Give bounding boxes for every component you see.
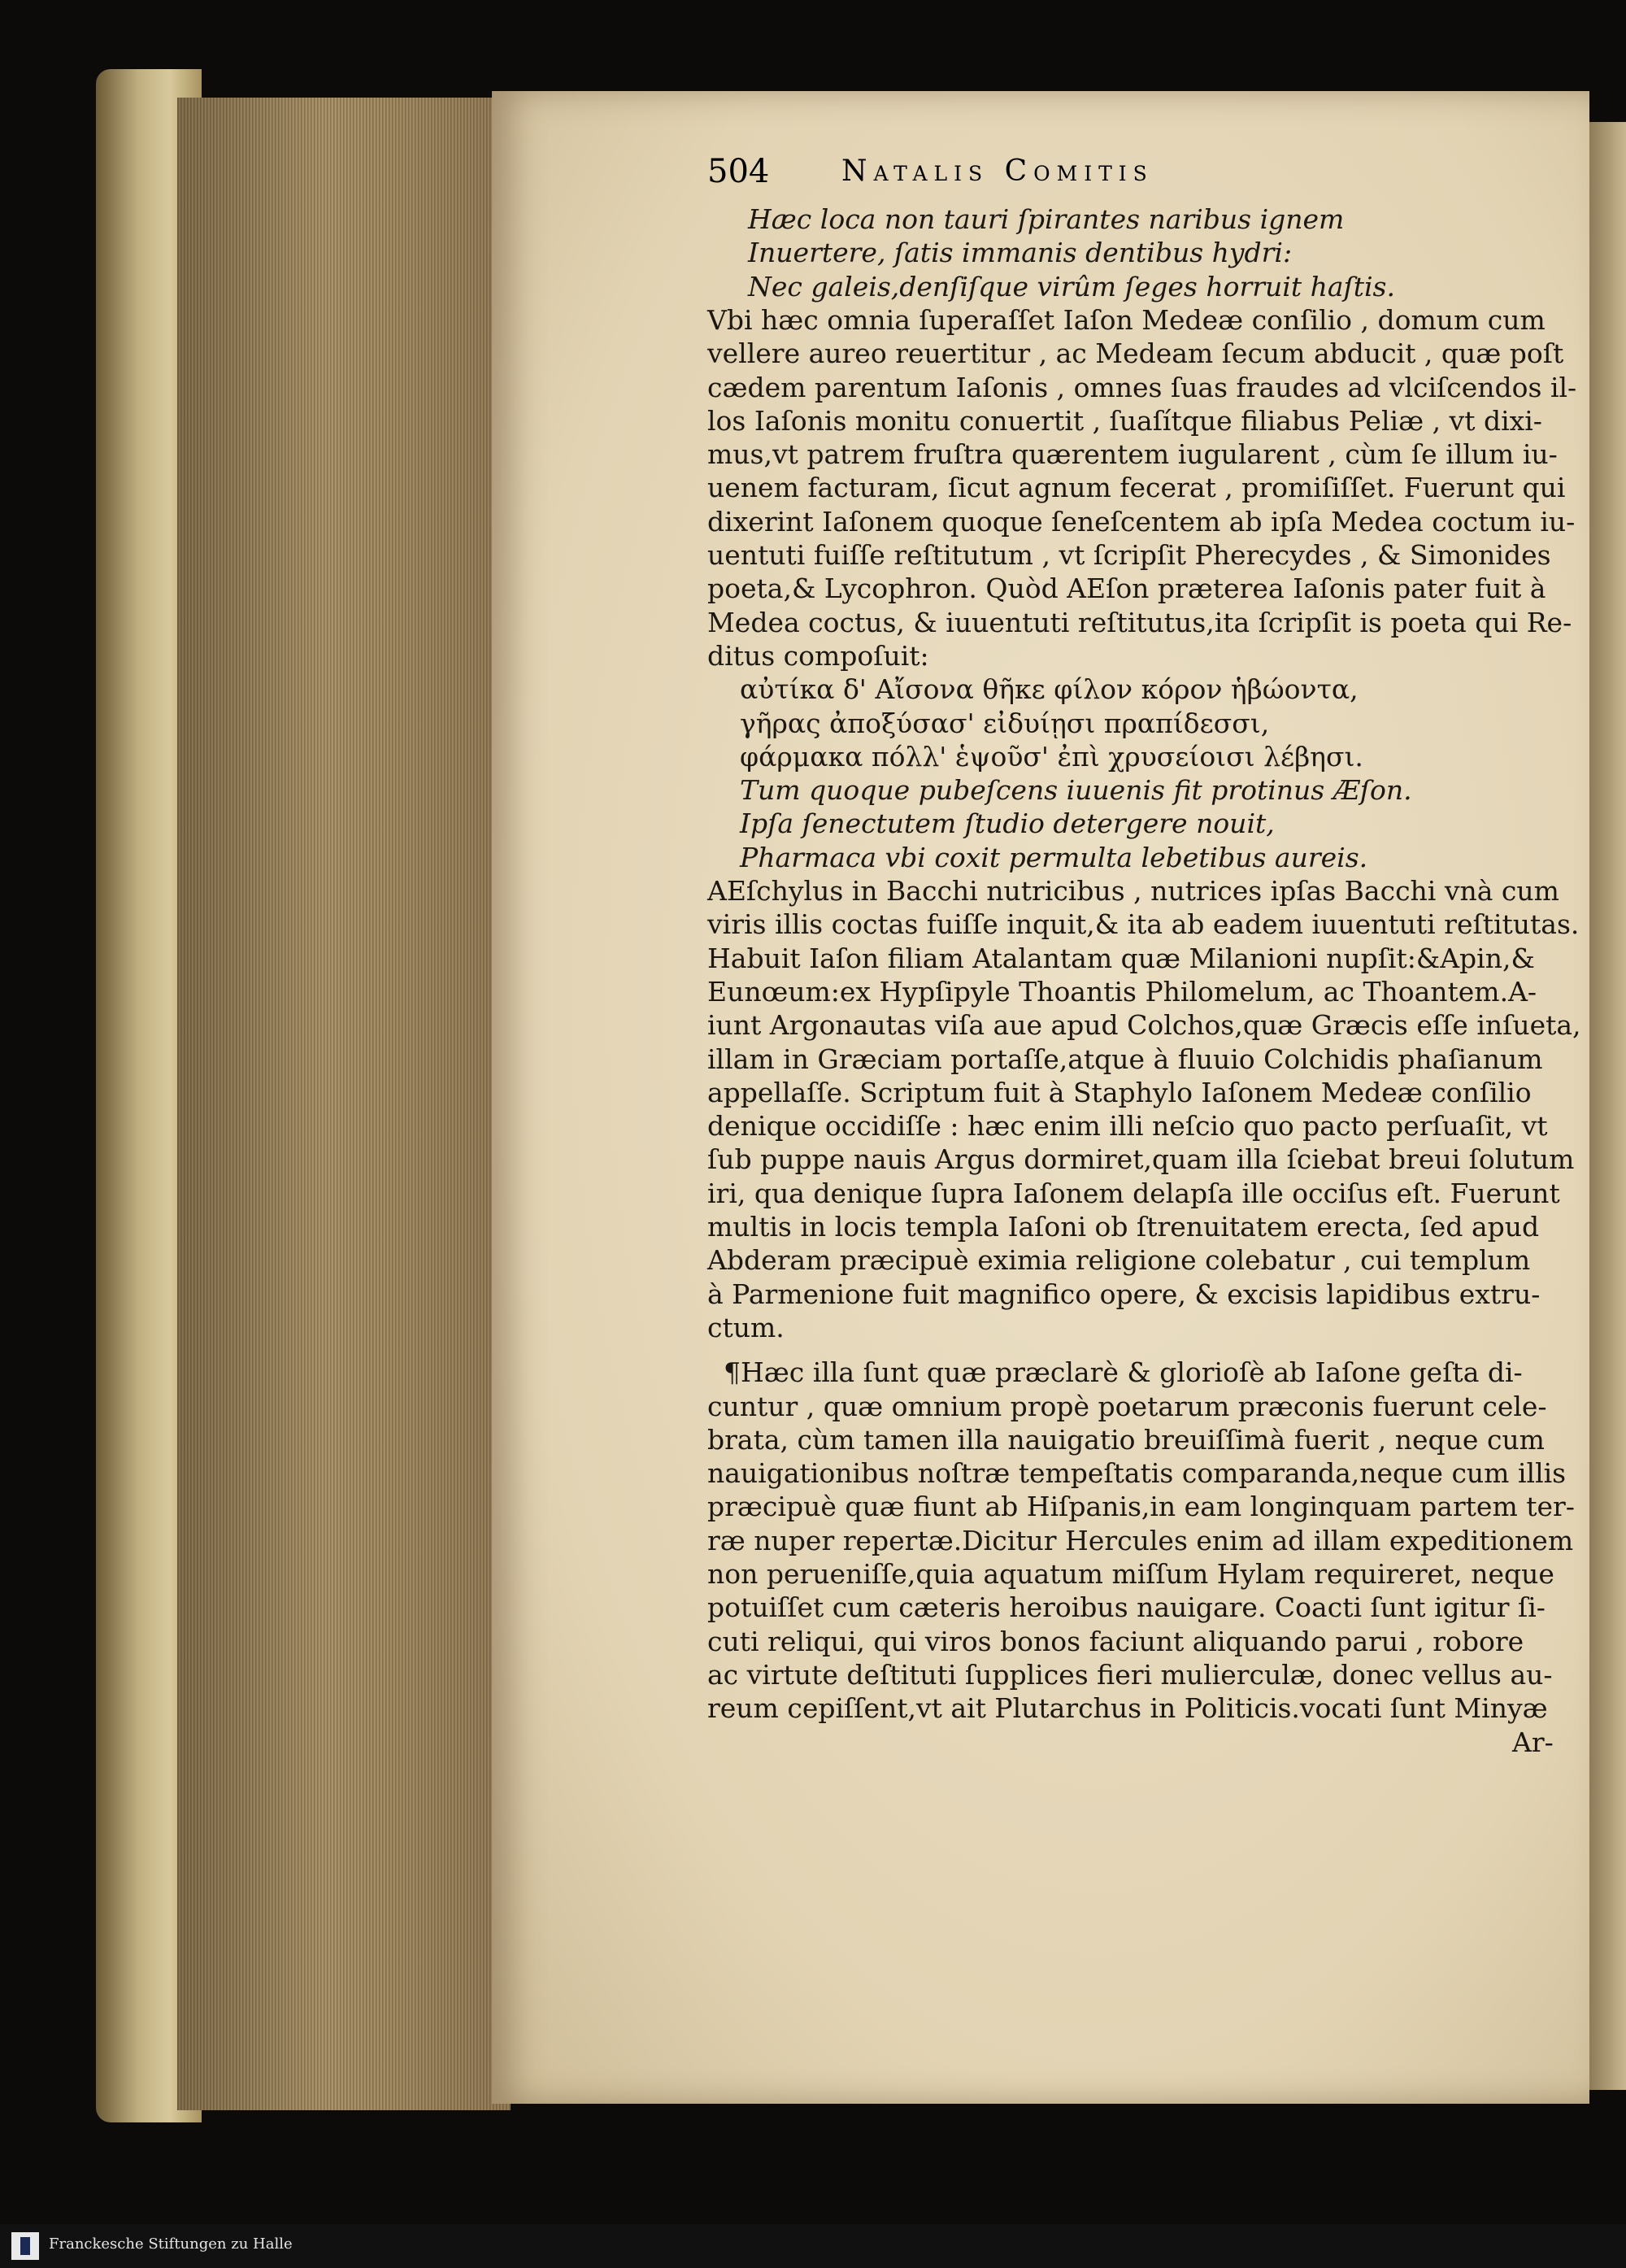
text-line: Nec galeis,denſiſque virûm ſeges horruit haſtis. <box>748 270 1395 303</box>
text-line: iunt Argonautas viſa aue apud Colchos,quæ Græcis eſſe inſueta, <box>707 1009 1581 1042</box>
text-line: cædem parentum Iaſonis , omnes ſuas fraudes ad vlciſcendos il- <box>707 371 1577 403</box>
text-line: brata, cùm tamen illa nauigatio breuiſſimà fuerit , neque cum <box>707 1423 1545 1456</box>
text-line: Ipſa ſenectutem ſtudio detergere nouit, <box>740 808 1275 840</box>
text-line: ac virtute deſtituti ſupplices fieri mulierculæ, donec vellus au- <box>707 1658 1553 1691</box>
page-block-edges <box>177 98 511 2110</box>
text-line: illam in Græciam portaſſe,atque à fluuio Colchidis phaſianum <box>707 1043 1543 1075</box>
institution-logo-icon <box>11 2232 39 2260</box>
text-line: AEſchylus in Bacchi nutricibus , nutrices ipſas Bacchi vnà cum <box>707 875 1559 907</box>
footer-bar <box>0 2224 1626 2268</box>
text-line: Pharmaca vbi coxit permulta lebetibus aureis. <box>740 841 1368 873</box>
text-line: Habuit Iaſon filiam Atalantam quæ Milanioni nupſit:&Apin,& <box>707 942 1535 974</box>
text-line: uenem facturam, ſicut agnum fecerat , promiſiſſet. Fuerunt qui <box>707 472 1566 504</box>
text-line: φάρμακα πόλλ' ἑψοῦσ' ἐπὶ χρυσείοισι λέβησι. <box>740 740 1363 773</box>
text-line: Vbi hæc omnia ſuperaſſet Iaſon Medeæ conſilio , domum cum <box>707 303 1546 336</box>
text-line: Abderam præcipuè eximia religione colebatur , cui templum <box>707 1244 1531 1277</box>
text-line: ræ nuper repertæ.Dicitur Hercules enim ad illam expeditionem <box>707 1524 1574 1556</box>
text-line: Inuertere, ſatis immanis dentibus hydri: <box>748 237 1293 269</box>
text-line: præcipuè quæ fiunt ab Hiſpanis,in eam longinquam partem ter- <box>707 1491 1575 1523</box>
text-line: denique occidiſſe : hæc enim illi neſcio quo pacto perſuaſit, vt <box>707 1110 1548 1143</box>
text-line: los Iaſonis monitu conuertit , ſuaſítque filiabus Peliæ , vt dixi- <box>707 404 1542 437</box>
text-line: nauigationibus noſtræ tempeſtatis comparanda,neque cum illis <box>707 1457 1567 1490</box>
text-line: poeta,& Lycophron. Quòd AEſon præterea Iaſonis pater fuit à <box>707 572 1546 605</box>
text-line: non perueniſſe,quia aquatum miſſum Hylam requireret, neque <box>707 1558 1554 1590</box>
page-number: 504 <box>707 153 770 190</box>
facing-page-edge <box>1589 122 1626 2090</box>
text-line: reum cepiſſent,vt ait Plutarchus in Politicis.vocati ſunt Minyæ <box>707 1692 1548 1725</box>
text-line: Ar- <box>1512 1726 1554 1758</box>
page-header <box>707 153 1569 192</box>
text-line: Tum quoque pubeſcens iuuenis fit protinus Æſon. <box>740 774 1412 807</box>
text-line: Eunœum:ex Hypſipyle Thoantis Philomelum, ac Thoantem.A- <box>707 975 1537 1008</box>
running-title: Natalis Comitis <box>841 155 1154 188</box>
text-line: cuntur , quæ omnium propè poetarum præconis fuerunt cele- <box>707 1390 1547 1422</box>
text-line: αὐτίκα δ' Αἴσονα θῆκε φίλον κόρον ἡβώοντα, <box>740 673 1359 706</box>
text-line: potuiſſet cum cæteris heroibus nauigare. Coacti ſunt igitur ſi- <box>707 1591 1546 1624</box>
text-line: iri, qua denique ſupra Iaſonem delapſa ille occiſus eſt. Fuerunt <box>707 1177 1560 1209</box>
text-line: mus,vt patrem fruſtra quærentem iugularent , cùm ſe illum iu- <box>707 438 1558 471</box>
text-line: ditus compoſuit: <box>707 639 929 672</box>
text-line: dixerint Iaſonem quoque ſeneſcentem ab ipſa Medea coctum iu- <box>707 505 1576 538</box>
text-line: à Parmenione fuit magnifico opere, & excisis lapidibus extru- <box>707 1278 1541 1310</box>
text-line: ¶Hæc illa ſunt quæ præclarè & glorioſè ab Iaſone geſta di- <box>724 1356 1523 1389</box>
text-line: Hæc loca non tauri ſpirantes naribus ignem <box>748 203 1345 235</box>
text-line: Medea coctus, & iuuentuti reſtitutus,ita ſcripſit is poeta qui Re- <box>707 606 1572 638</box>
text-line: uentuti fuiſſe reſtitutum , vt ſcripſit Pherecydes , & Simonides <box>707 539 1551 571</box>
text-line: cuti reliqui, qui viros bonos faciunt aliquando parui , robore <box>707 1625 1524 1657</box>
text-line: γῆρας ἀποξύσασ' εἰδυίῃσι πραπίδεσσι, <box>740 707 1270 739</box>
text-line: ctum. <box>707 1311 785 1343</box>
text-line: appellaſſe. Scriptum fuit à Staphylo Iaſonem Medeæ conſilio <box>707 1076 1532 1108</box>
text-line: vellere aureo reuertitur , ac Medeam ſecum abducit , quæ poſt <box>707 337 1564 370</box>
text-line: ſub puppe nauis Argus dormiret,quam illa ſciebat breui ſolutum <box>707 1143 1575 1176</box>
text-line: multis in locis templa Iaſoni ob ſtrenuitatem erecta, ſed apud <box>707 1211 1540 1243</box>
text-line: viris illis coctas fuiſſe inquit,& ita ab eadem iuuentuti reſtitutas. <box>707 908 1580 941</box>
footer-institution: Franckesche Stiftungen zu Halle <box>49 2235 293 2253</box>
